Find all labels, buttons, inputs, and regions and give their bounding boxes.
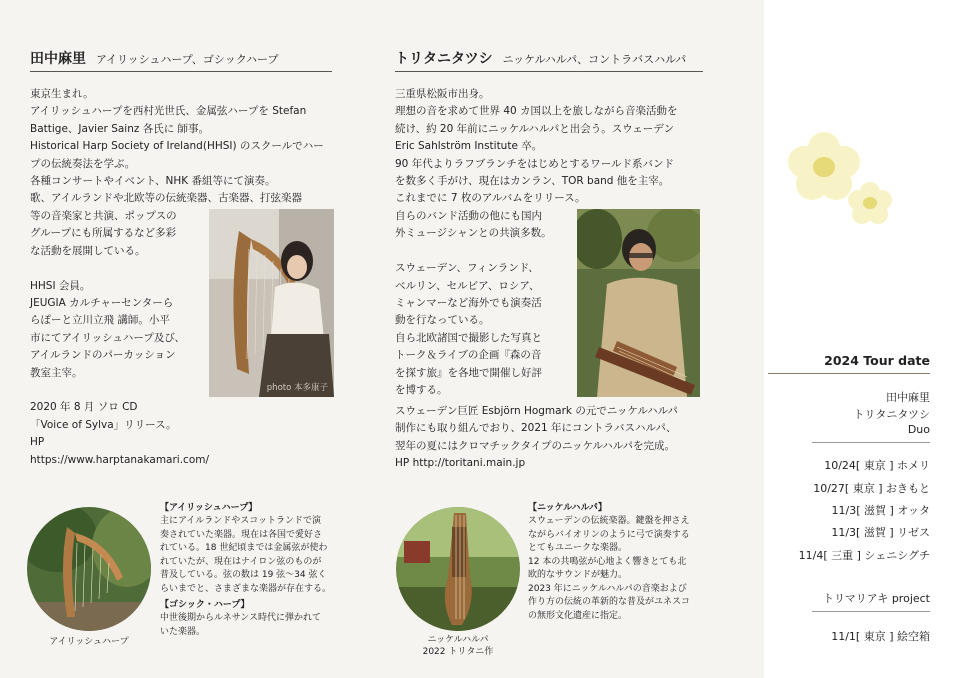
tour-date: 11/1[ 東京 ] 絵空箱 xyxy=(831,630,930,643)
artist-name: 田中麻里 xyxy=(30,51,86,67)
tour-performer: Duo xyxy=(907,423,930,436)
tour-performer: 田中麻里 xyxy=(886,391,930,404)
tour-date: 11/3[ 滋賀 ] オッタ xyxy=(831,504,930,517)
bio-text: 三重県松阪市出身。 理想の音を求めて世界 40 カ国以上を旅しながら音楽活動を 続け、約 20 年前にニッケルハルパと出会う。スウェーデン Eric Sahlström Institute 卒。 90 年代よりラフブランチをはじめとするワールド系バンド を数多く手がけ、現在はカンラン、TOR band 他を主宰。 これまでに 7 枚のアルバムをリリース。 xyxy=(395,88,678,205)
bio-text-continued: 自らのバンド活動の他にも国内 外ミュージシャンとの共演多数。 スウェーデン、フィンランド、 ベルリン、セルビア、ロシア、 ミャンマーなど海外でも演奏活 動を行なっている。 自ら北欧諸国で撮影した写真と トーク＆ライブの企画『森の音 を探す旅』を各地で開催し好評 を博する。 xyxy=(395,210,552,397)
instrument-text: スウェーデンの伝統楽器。鍵盤を押さえ ながらバイオリンのように弓で演奏する とてもユニークな楽器。 12 本の共鳴弦が心地よく響きとても北 欧的なサウンドが魅力。 2023 年にニッケルハルパの音楽および 作り方の伝統の革新的な普及がユネスコ の無形文化遺産に指定。 xyxy=(528,516,691,621)
tour-performer: トリタニタツシ xyxy=(853,408,930,421)
instrument-text: 主にアイルランドやスコットランドで演 奏されていた楽器。現在は各国で愛好さ れている。18 世紀頃までは金属弦が使わ れていたが、現在はナイロン弦のものが 普及している。弦の数は 19 弦～34 弦く らいまでと、さまざまな楽器が存在する。 xyxy=(160,516,332,594)
instrument-text: 中世後期からルネサンス時代に弾かれて いた楽器。 xyxy=(160,613,322,637)
tour-date: 11/4[ 三重 ] シェニシグチ xyxy=(798,549,930,562)
bio-text: 東京生まれ。 アイリッシュハープを西村光世氏、金属弦ハープを Stefan Battige、Javier Sainz 各氏に 師事。 Historical Harp Society of Ireland(HHSI) のスクールでハー プの伝統奏法を学ぶ。 各種コンサートやイベント、NHK 番組等にて演奏。 歌、アイルランドや北欧等の伝統楽器、古楽器、打弦楽器 xyxy=(30,88,324,205)
tour-date: 11/3[ 滋賀 ] リゼス xyxy=(831,526,930,539)
instrument-caption: ニッケルハルパ 2022 トリタニ作 xyxy=(422,635,494,657)
nyckelharpa-photo xyxy=(396,507,520,631)
instrument-heading: 【ニッケルハルパ】 xyxy=(528,503,607,513)
instrument-caption: アイリッシュハープ xyxy=(49,637,129,647)
header-rule xyxy=(395,71,703,72)
artist-role: アイリッシュハープ、ゴシックハープ xyxy=(96,53,279,66)
bio-text-bottom: スウェーデン巨匠 Esbjörn Hogmark の元でニッケルハルパ 制作にも取り組んでおり、2021 年にコントラバスハルパ、 翌年の夏にはクロマチックタイプのニッケルハルパを完成。 HP http://toritani.main.jp xyxy=(395,405,678,470)
harpist-photo xyxy=(209,209,334,397)
irish-harp-photo xyxy=(27,507,151,631)
tour-title: 2024 Tour date xyxy=(824,353,930,368)
header-rule xyxy=(30,71,332,72)
artist-role: ニッケルハルパ、コントラバスハルパ xyxy=(502,53,687,66)
irish-harp-description xyxy=(160,502,356,639)
bio-text-continued: 等の音楽家と共演、ポップスの グループにも所属するなど多彩 な活動を展開している。 HHSI 会員。 JEUGIA カルチャーセンターら らぽーと立川立飛 講師。小平 市にてアイリッシュハープ及び、 アイルランドのパーカッション 教室主宰。 2020 年 8 月 ソロ CD 「Voice of Sylva」リリース。 HP https://www.harptanakamari.com/ xyxy=(30,210,210,466)
artist-header-left xyxy=(30,48,279,68)
nyckelharpa-description xyxy=(528,502,728,623)
photo-credit: photo 本多康子 xyxy=(266,383,328,393)
tour-date: 10/24[ 東京 ] ホメリ xyxy=(824,459,930,472)
tour-title-rule xyxy=(768,373,930,374)
tour-divider xyxy=(812,442,930,443)
flower-decoration xyxy=(784,130,900,230)
instrument-heading: 【ゴシック・ハープ】 xyxy=(160,600,250,610)
nyckelharpa-player-photo xyxy=(577,209,700,397)
tour-divider xyxy=(812,611,930,612)
instrument-heading: 【アイリッシュハープ】 xyxy=(160,503,258,513)
tour-project: トリマリアキ project xyxy=(822,592,930,605)
artist-name: トリタニタツシ xyxy=(395,51,493,67)
tour-date: 10/27[ 東京 ] おきもと xyxy=(813,482,930,495)
artist-header-right xyxy=(395,48,686,68)
